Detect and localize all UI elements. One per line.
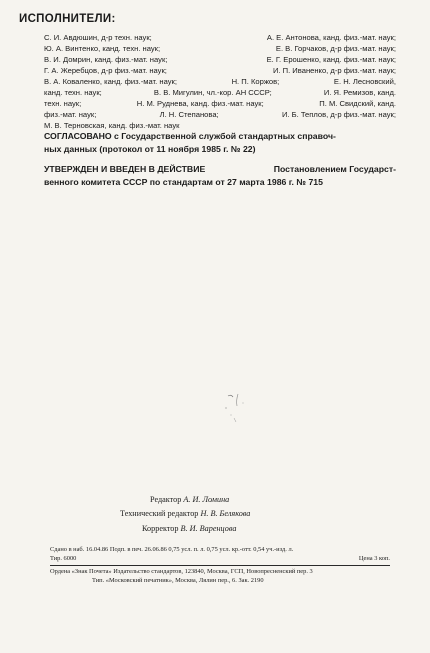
performers-list xyxy=(44,33,396,132)
performers-text: канд. техн. наук; xyxy=(44,87,102,97)
approval-line xyxy=(44,130,396,143)
performers-heading: ИСПОЛНИТЕЛИ: xyxy=(19,13,116,25)
performers-text: М. В. Терновская, канд. физ.-мат. наук xyxy=(44,120,180,130)
performers-text: Е. Г. Ерошенко, канд. физ.-мат. наук; xyxy=(266,54,396,64)
performers-text: И. Б. Теплов, д-р физ.-мат. наук; xyxy=(281,109,396,119)
performers-text: И. П. Иваненко, д-р физ.-мат. наук; xyxy=(272,65,396,75)
adoption-statement xyxy=(44,163,396,188)
performers-text: А. Е. Антонова, канд. физ.-мат. наук; xyxy=(266,33,396,42)
performers-line xyxy=(44,66,396,77)
editor-row xyxy=(120,493,380,507)
editor-role: Корректор xyxy=(142,523,179,533)
performers-text: Н. П. Коржов; xyxy=(231,76,280,86)
editor-name: А. И. Ломина xyxy=(183,495,230,504)
performers-text: И. Я. Ремизов, канд. xyxy=(323,87,396,97)
performers-text: техн. наук; xyxy=(44,98,82,108)
editor-row xyxy=(120,522,380,536)
performers-line xyxy=(44,44,396,55)
performers-text: Л. Н. Степанова; xyxy=(159,109,219,119)
performers-line xyxy=(44,55,396,66)
performers-text: Е. Н. Лесновский, xyxy=(333,76,396,86)
performers-text: В. А. Коваленко, канд. физ.-мат. наук; xyxy=(44,76,177,86)
performers-text: П. М. Свидский, канд. xyxy=(319,98,396,108)
publisher-block xyxy=(50,568,390,585)
publisher-line: Ордена «Знак Почета» Издательство стандартов, 123840, Москва, ГСП, Новопресненский пер. 3 xyxy=(50,568,313,575)
performers-text: физ.-мат. наук; xyxy=(44,109,97,119)
imprint-block xyxy=(50,546,390,563)
adoption-line xyxy=(44,163,396,176)
editor-role: Технический редактор xyxy=(120,509,199,519)
imprint-divider xyxy=(50,565,390,566)
approval-statement xyxy=(44,130,396,155)
performers-line xyxy=(44,88,396,99)
performers-text: Н. М. Руднева, канд. физ.-мат. наук; xyxy=(136,98,264,108)
performers-line xyxy=(44,110,396,121)
editor-role: Редактор xyxy=(150,495,182,504)
editor-name: Н. В. Белякова xyxy=(200,509,251,519)
approval-text: СОГЛАСОВАНО с Государственной службой стандартных справоч- xyxy=(44,131,336,141)
performers-line xyxy=(44,77,396,88)
imprint-line xyxy=(50,555,390,564)
approval-text: ных данных (протокол от 11 ноября 1985 г. № 22) xyxy=(44,143,256,154)
editor-row xyxy=(120,507,380,521)
adoption-text: Постановлением Государст- xyxy=(273,164,396,174)
imprint-price: Цена 3 коп. xyxy=(358,554,390,562)
imprint-dates: Сдано в наб. 16.04.86 Подп. в печ. 26.06.86 0,75 усл. п. л. 0,75 усл. кр.-отт. 0,54 уч.-изд. л. xyxy=(50,546,294,553)
editor-name: В. И. Варенцова xyxy=(180,523,237,533)
performers-line xyxy=(44,33,396,44)
approval-line xyxy=(44,143,396,156)
editors-block xyxy=(120,493,380,536)
performers-text: С. И. Авдюшин, д-р техн. наук; xyxy=(44,33,152,42)
adoption-text: УТВЕРЖДЕН И ВВЕДЕН В ДЕЙСТВИЕ xyxy=(44,164,206,174)
adoption-line xyxy=(44,176,396,189)
performers-line xyxy=(44,99,396,110)
printer-line: Тип. «Московский печатник», Москва, Лялин пер., 6. Зак. 2190 xyxy=(92,576,264,584)
imprint-tirage: Тир. 6000 xyxy=(50,554,77,562)
adoption-text: венного комитета СССР по стандартам от 27 марта 1986 г. № 715 xyxy=(44,176,323,187)
performers-text: Г. А. Жеребцов, д-р физ.-мат. наук; xyxy=(44,65,167,75)
performers-text: Е. В. Горчаков, д-р физ.-мат. наук; xyxy=(275,43,396,53)
performers-text: В. В. Мигулин, чл.-кор. АН СССР; xyxy=(153,87,272,97)
performers-text: В. И. Домрин, канд. физ.-мат. наук; xyxy=(44,54,168,64)
performers-text: Ю. А. Винтенко, канд. техн. наук; xyxy=(44,43,161,53)
scan-smudge xyxy=(222,388,252,428)
